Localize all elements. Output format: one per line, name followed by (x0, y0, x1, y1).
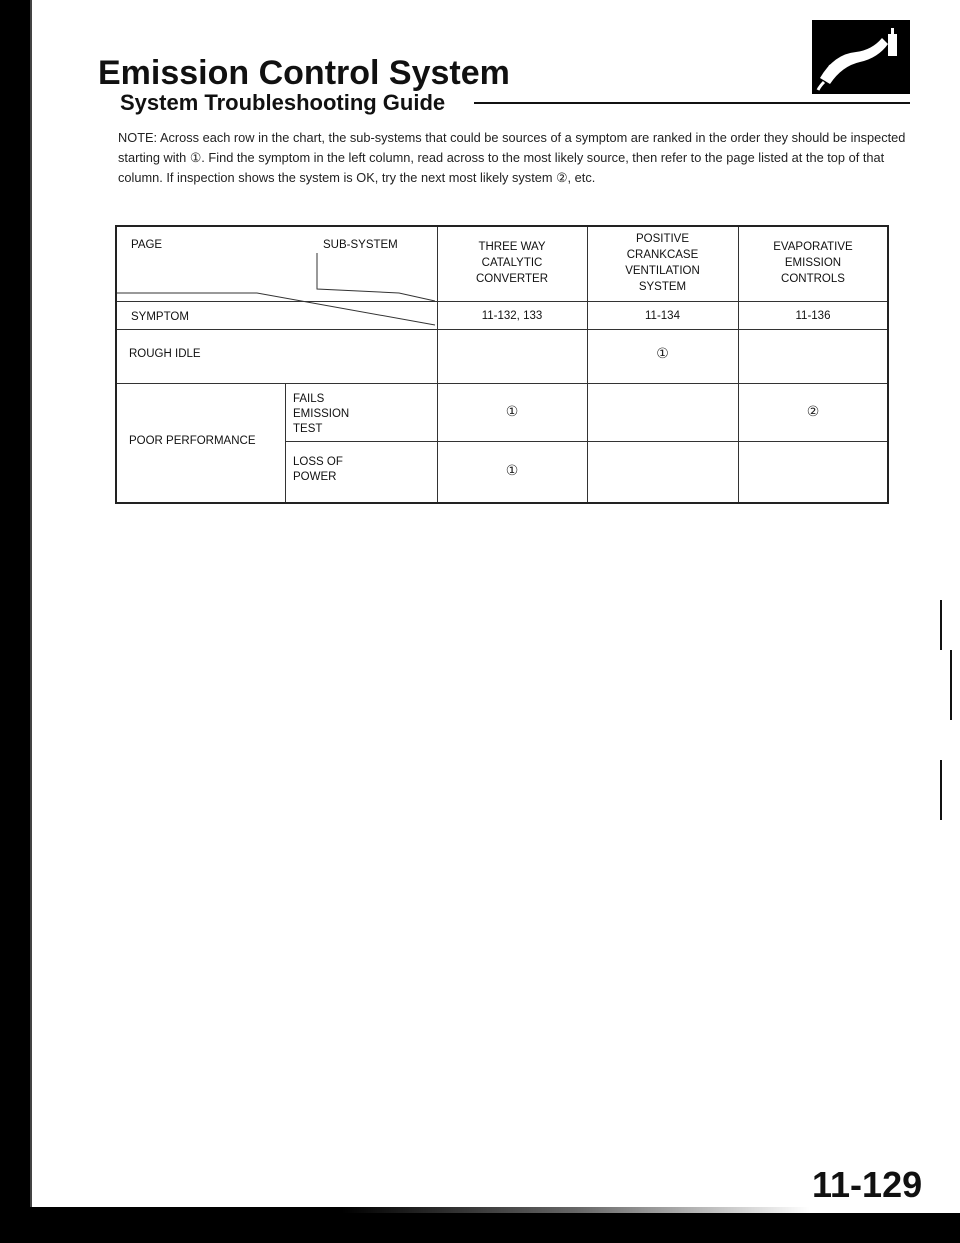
edge-mark (950, 650, 952, 720)
column-heading-pcv-system: POSITIVE CRANKCASE VENTILATION SYSTEM (625, 233, 700, 293)
corner-symptom-label: SYMPTOM (131, 311, 189, 323)
symptom-detail-fails-emission-test: FAILS EMISSION TEST (293, 393, 350, 435)
rank-mark: ① (505, 403, 519, 419)
corner-subsystem-label: SUB-SYSTEM (323, 239, 398, 251)
page-subtitle: System Troubleshooting Guide (120, 90, 446, 115)
grid-line (285, 383, 286, 502)
column-heading-catalytic-converter: THREE WAY CATALYTIC CONVERTER (476, 241, 548, 285)
column-heading-evap-controls: EVAPORATIVE EMISSION CONTROLS (773, 241, 853, 285)
rank-mark: ① (505, 462, 519, 478)
symptom-poor-performance: POOR PERFORMANCE (129, 435, 256, 447)
page-bottom-edge-bar (0, 1213, 960, 1243)
grid-line (117, 329, 887, 330)
rank-mark: ① (656, 345, 669, 361)
column-page-ref-evap-controls: 11-136 (795, 310, 831, 322)
edge-mark (940, 760, 942, 820)
column-page-ref-catalytic-converter: 11-132, 133 (481, 310, 543, 322)
emission-hose-logo-icon (812, 20, 910, 94)
symptom-detail-loss-of-power: LOSS OF POWER (293, 456, 343, 483)
subtitle-rule (474, 102, 910, 104)
edge-mark (940, 600, 942, 650)
note-text: NOTE: Across each row in the chart, the sub-systems that could be sources of a symptom are ranked in the order they should be inspected starting with ①. Find the symptom in the left column, read across to the most likely source, then refer to the page listed at the top of that column. If inspection shows the system is OK, try the next most likely system ②, etc. (118, 130, 906, 185)
troubleshooting-table (115, 225, 889, 504)
rank-mark: ② (806, 403, 820, 419)
page-title: Emission Control System (98, 54, 510, 92)
corner-page-label: PAGE (131, 239, 163, 251)
corner-divider (117, 227, 437, 329)
page-number: 11-129 (812, 1164, 923, 1205)
column-page-ref-pcv-system: 11-134 (645, 310, 680, 322)
symptom-rough-idle: ROUGH IDLE (129, 348, 201, 360)
page-left-edge-line (30, 0, 32, 1243)
grid-line (117, 383, 887, 384)
grid-line (285, 441, 887, 442)
page-left-edge-bar (0, 0, 30, 1243)
